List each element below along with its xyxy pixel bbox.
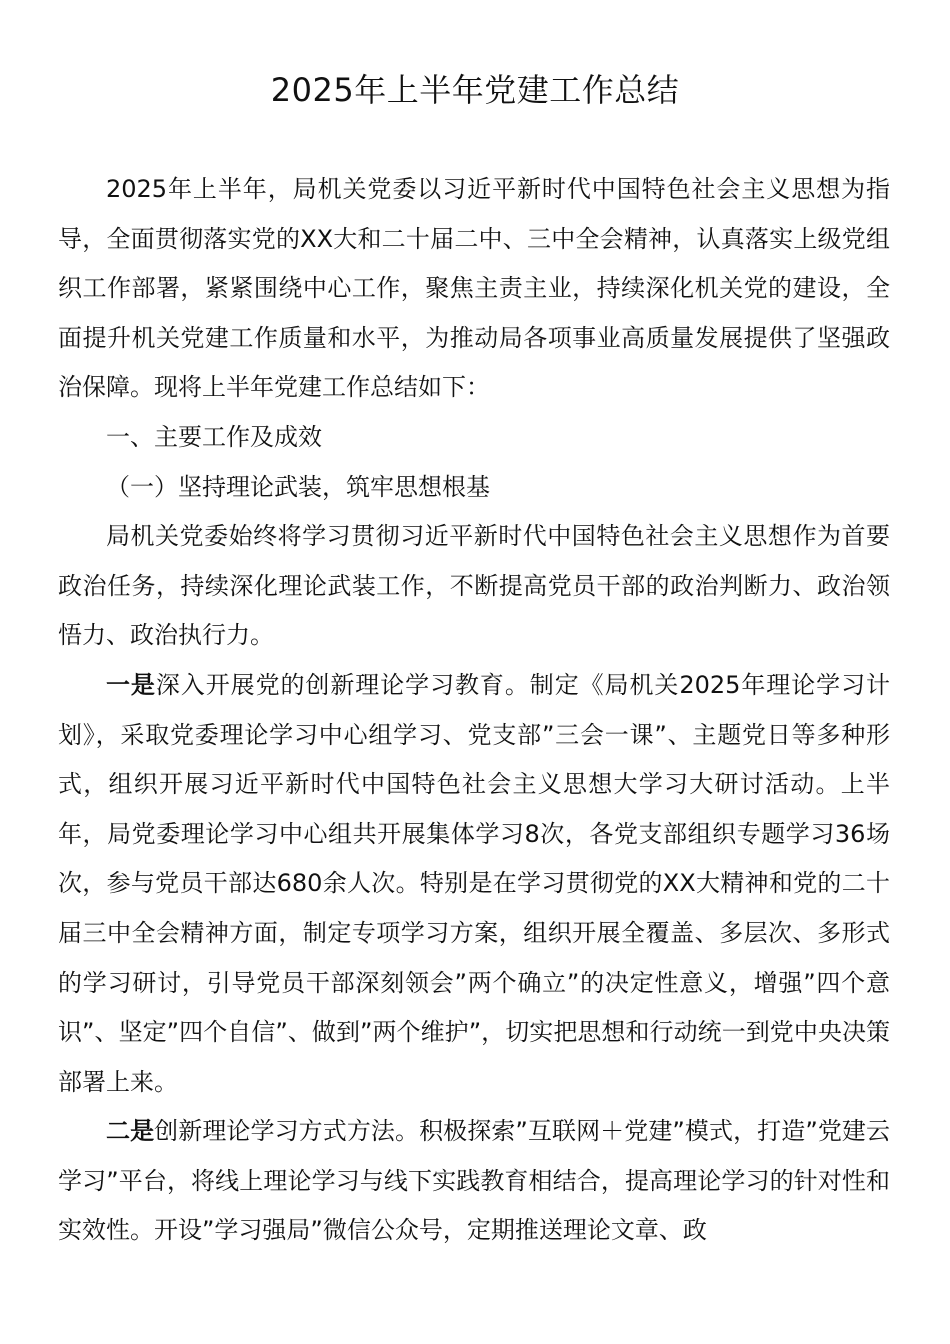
point-paragraph-1 [58,661,890,1107]
document-title: 2025年上半年党建工作总结 [270,71,680,109]
point-text-1: 深入开展党的创新理论学习教育。制定《局机关2025年理论学习计划》，采取党委理论学习中心组学习、党支部”三会一课”、主题党日等多种形式，组织开展习近平新时代中国特色社会主义思想大学习大研讨活动。上半年，局党委理论学习中心组共开展集体学习8次，各党支部组织专题学习36场次，参与党员干部达680余人次。特别是在学习贯彻党的XX大精神和党的二十届三中全会精神方面，制定专项学习方案，组织开展全覆盖、多层次、多形式的学习研讨，引导党员干部深刻领会”两个确立”的决定性意义，增强”四个意识”、坚定”四个自信”、做到”两个维护”，切实把思想和行动统一到党中央决策部署上来。 [58,670,891,1096]
subsection-intro-paragraph: 局机关党委始终将学习贯彻习近平新时代中国特色社会主义思想作为首要政治任务，持续深化理论武装工作，不断提高党员干部的政治判断力、政治领悟力、政治执行力。 [58,522,890,650]
point-lead-2: 二是 [106,1117,155,1146]
point-lead-1: 一是 [106,670,156,699]
intro-paragraph: 2025年上半年，局机关党委以习近平新时代中国特色社会主义思想为指导，全面贯彻落实党的XX大和二十届二中、三中全会精神，认真落实上级党组织工作部署，紧紧围绕中心工作，聚焦主责主业，持续深化机关党的建设，全面提升机关党建工作质量和水平，为推动局各项事业高质量发展提供了坚强政治保障。现将上半年党建工作总结如下： [58,175,890,402]
point-text-2: 创新理论学习方式方法。积极探索”互联网＋党建”模式，打造”党建云学习”平台，将线上理论学习与线下实践教育相结合，提高理论学习的针对性和实效性。开设”学习强局”微信公众号，定期推送理论文章、政 [58,1117,890,1245]
subsection-heading-1: （一）坚持理论武装，筑牢思想根基 [106,472,490,501]
document-body [58,165,890,1256]
point-paragraph-2 [58,1107,890,1256]
section-heading-1: 一、主要工作及成效 [106,422,322,451]
